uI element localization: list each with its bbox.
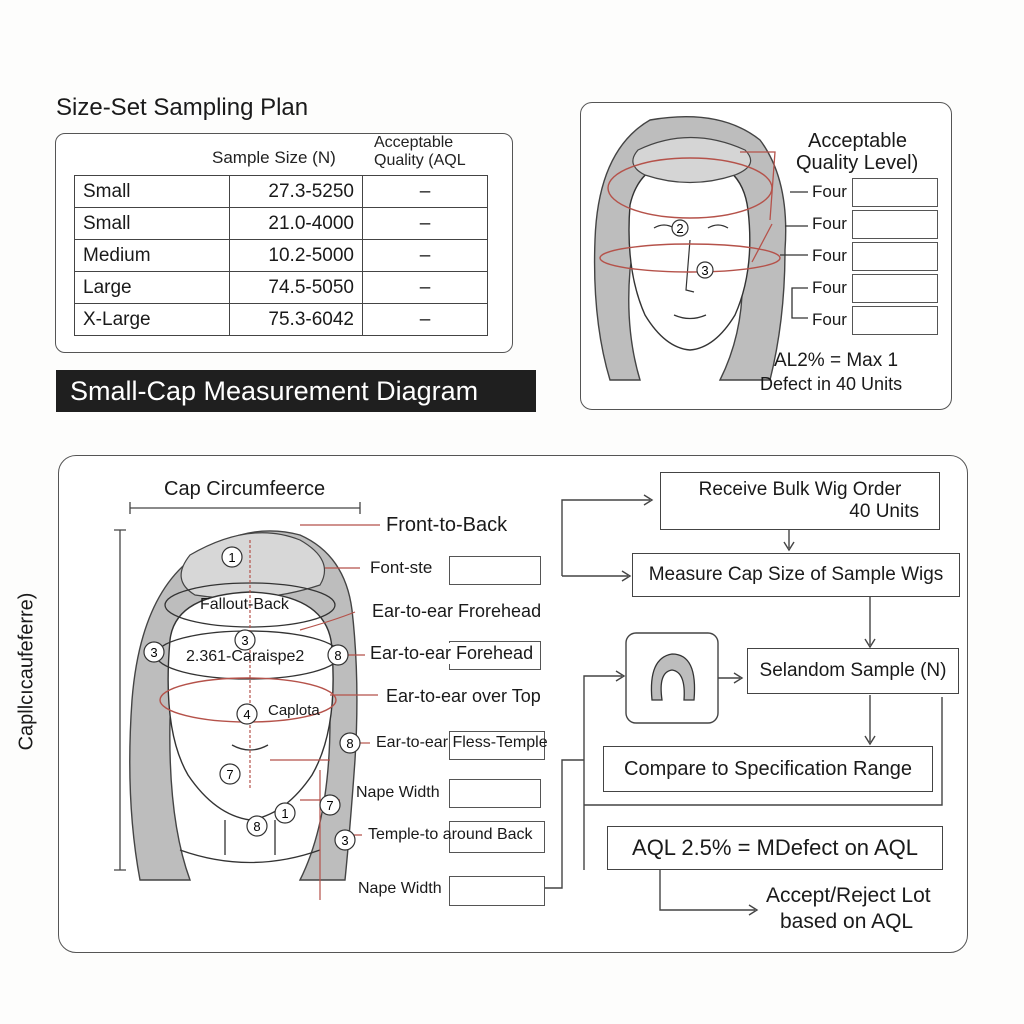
aql-cell: – <box>363 208 488 240</box>
point-marker: 7 <box>326 798 334 813</box>
aql-level-label: Four <box>812 310 847 329</box>
aql-note-line2: Defect in 40 Units <box>760 374 903 394</box>
aql-marker-3: 3 <box>701 263 709 278</box>
point-marker: 7 <box>226 767 234 782</box>
aql-cell: – <box>363 304 488 336</box>
point-marker: 3 <box>241 633 249 648</box>
flow-step-5-text: AQL 2.5% = MDefect on AQL <box>632 835 918 860</box>
nape-width-label: Nape Width <box>356 784 440 801</box>
cap-icon-frame <box>626 633 718 723</box>
aql-marker-2: 2 <box>676 221 684 236</box>
ear-to-ear-forehead-label: Ear-to-ear Forehead <box>370 643 534 663</box>
aql-level-label: Four <box>812 278 847 297</box>
aql-level-label: Four <box>812 246 847 265</box>
result-line2: based on AQL <box>780 910 914 933</box>
aql-cell: – <box>363 240 488 272</box>
sampling-plan-title: Size-Set Sampling Plan <box>56 94 309 121</box>
diagram-title: Small-Cap Measurement Diagram <box>56 370 536 412</box>
fallout-back-label: Fallout-Back <box>200 596 289 613</box>
flow-step-receive-order <box>660 472 940 530</box>
aql-header: Acceptable Quality (AQL <box>374 134 466 169</box>
temple-around-back-label: Temple-to around Back <box>368 826 533 843</box>
aql-note-line1: AL2% = Max 1 <box>774 350 899 371</box>
aql-level-label: Four <box>812 182 847 201</box>
point-marker: 8 <box>334 648 342 663</box>
font-ste-label: Font-ste <box>370 558 433 577</box>
flow-step-1-line2: 40 Units <box>849 501 919 522</box>
flow-step-measure-cap <box>632 553 960 597</box>
sample-cell: 74.5-5050 <box>230 272 363 304</box>
aql-level-label: Four <box>812 214 847 233</box>
cap-circumference-vertical-label: Capllcıcaufeferre) <box>15 592 38 751</box>
sample-cell: 10.2-5000 <box>230 240 363 272</box>
aql-title-line1: Acceptable <box>808 130 907 152</box>
flow-step-random-sample <box>747 648 959 694</box>
caraispe-label: 2.361-Caraispe2 <box>186 648 305 665</box>
point-marker: 1 <box>228 550 236 565</box>
size-cell: X-Large <box>75 304 230 336</box>
sample-cell: 75.3-6042 <box>230 304 363 336</box>
front-to-back-label: Front-to-Back <box>386 514 508 536</box>
point-marker: 4 <box>243 707 251 722</box>
flow-step-2-text: Measure Cap Size of Sample Wigs <box>648 564 944 585</box>
flow-step-4-text: Compare to Specification Range <box>624 757 912 780</box>
point-marker: 3 <box>150 645 158 660</box>
sample-cell: 21.0-4000 <box>230 208 363 240</box>
caplota-label: Caplota <box>268 702 320 719</box>
sample-cell: 27.3-5250 <box>230 176 363 208</box>
size-cell: Small <box>75 208 230 240</box>
flow-step-1-line1: Receive Bulk Wig Order <box>698 479 902 500</box>
point-marker: 3 <box>341 833 349 848</box>
result-line1: Accept/Reject Lot <box>766 884 931 907</box>
nape-width-field-2 <box>449 876 545 906</box>
aql-cell: – <box>363 176 488 208</box>
flow-step-compare <box>603 746 933 792</box>
aql-cell: – <box>363 272 488 304</box>
ear-to-ear-frorehead-label: Ear-to-ear Frorehead <box>372 601 542 621</box>
size-cell: Small <box>75 176 230 208</box>
nape-width-label-2: Nape Width <box>358 880 442 897</box>
nape-width-field <box>449 779 541 808</box>
point-marker: 1 <box>281 806 289 821</box>
ear-to-ear-over-top-label: Ear-to-ear over Top <box>386 686 541 706</box>
cap-circumference-label: Cap Circumfeerce <box>164 478 326 500</box>
flow-step-aql <box>607 826 943 870</box>
flow-step-3-text: Selandom Sample (N) <box>759 660 947 681</box>
point-marker: 8 <box>346 736 354 751</box>
aql-title-line2: Quality Level) <box>796 152 919 174</box>
ear-to-ear-temple-label: Ear-to-ear Fless-Temple <box>376 734 548 751</box>
sample-size-header: Sample Size (N) <box>212 148 336 167</box>
size-cell: Medium <box>75 240 230 272</box>
size-cell: Large <box>75 272 230 304</box>
point-marker: 8 <box>253 819 261 834</box>
font-ste-field <box>449 556 541 585</box>
